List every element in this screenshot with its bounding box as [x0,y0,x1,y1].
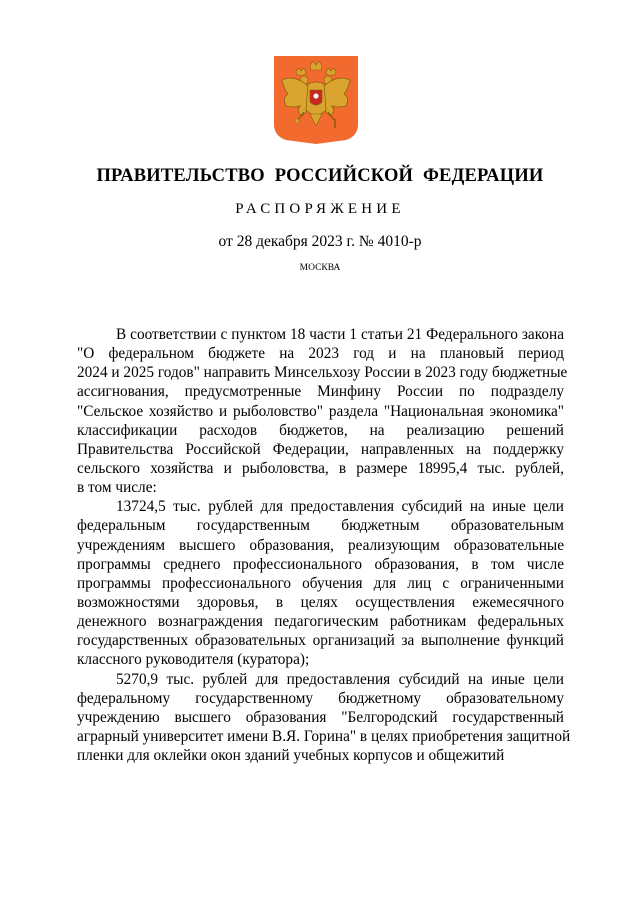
body-line: Правительства Российской Федерации, направленных на поддержку [77,440,564,458]
document-type: РАСПОРЯЖЕНИЕ [235,201,405,217]
body-line: сельского хозяйства и рыболовства, в размере 18995,4 тыс. рублей, [77,459,564,477]
body-paragraph [77,670,571,766]
body-line: "Сельское хозяйство и рыболовство" раздела "Национальная экономика" [77,402,564,420]
body-line: возможностями здоровья, в целях осуществления ежемесячного [77,593,564,611]
body-line: В соответствии с пунктом 18 части 1 статьи 21 Федерального закона [116,326,564,343]
body-line: денежного вознаграждения педагогическим работникам федеральных [77,613,564,631]
body-line: федеральному государственному бюджетному образовательному [77,689,564,707]
body-line: программы профессионального обучения для лиц с ограниченными [77,574,564,592]
body-line: классного руководителя (куратора); [77,651,310,669]
coat-of-arms-icon [274,56,358,144]
document-body [77,325,571,765]
body-line: ассигнования, предусмотренные Минфину России по подразделу [77,383,564,401]
body-line: учреждениям высшего образования, реализующим образовательные [77,536,564,554]
coat-of-arms-emblem [274,56,358,144]
body-line: аграрный университет имени В.Я. Горина" в целях приобретения защитной [77,727,571,745]
body-line: "О федеральном бюджете на 2023 год и на плановый период [77,345,564,363]
body-line: федеральным государственным бюджетным образовательным [77,517,564,535]
body-line: государственных образовательных организаций за выполнение функций [77,632,564,650]
body-line: учреждению высшего образования "Белгородский государственный [77,708,564,726]
body-paragraph [77,325,568,497]
body-line: пленки для оклейки окон зданий учебных корпусов и общежитий [77,747,505,765]
body-paragraph [77,497,564,669]
document-date-number: от 28 декабря 2023 г. № 4010-р [218,233,422,250]
body-line: программы среднего профессионального образования, в том числе [77,555,564,573]
body-line: 13724,5 тыс. рублей для предоставления субсидий на иные цели [116,498,564,516]
body-line: 5270,9 тыс. рублей для предоставления субсидий на иные цели [116,670,564,688]
body-line: классификации расходов бюджетов, на реализацию решений [77,421,564,439]
document-city: МОСКВА [299,263,341,273]
body-line: 2024 и 2025 годов" направить Минсельхозу России в 2023 году бюджетные [77,364,568,382]
government-title: ПРАВИТЕЛЬСТВО РОССИЙСКОЙ ФЕДЕРАЦИИ [96,166,544,186]
body-line: в том числе: [77,479,157,497]
